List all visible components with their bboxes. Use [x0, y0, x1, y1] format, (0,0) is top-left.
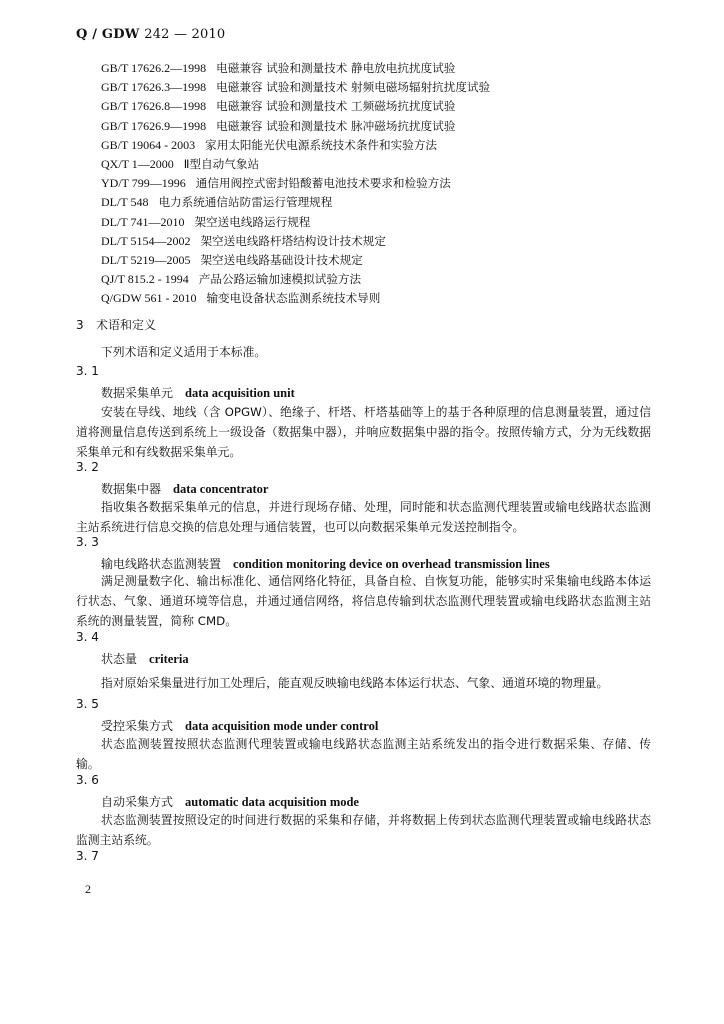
term: [101, 650, 189, 667]
term-zh: 输电线路状态监测装置: [101, 557, 222, 571]
page-number: 2: [85, 882, 91, 896]
section-number: 3: [76, 318, 84, 332]
reference-code: Q/GDW 561 - 2010: [101, 291, 197, 306]
clause-number: 3. 5: [76, 697, 99, 711]
section-heading: [76, 316, 156, 333]
term-en: data concentrator: [173, 482, 269, 496]
reference-title: Ⅱ型自动气象站: [183, 156, 260, 171]
section-title: 术语和定义: [96, 318, 157, 332]
term: [101, 717, 378, 734]
term-zh: 数据集中器: [101, 482, 162, 496]
reference-item: [101, 232, 490, 251]
term-definition: 指收集各数据采集单元的信息，并进行现场存储、处理，同时能和状态监测代理装置或输电线路状态监测主站系统进行信息交换的信息处理与通信装置，也可以向数据采集单元发送控制指令。: [76, 500, 651, 534]
term-zh: 受控采集方式: [101, 719, 174, 733]
reference-item: [101, 193, 490, 212]
reference-code: DL/T 5154—2002: [101, 233, 191, 248]
reference-item: [101, 213, 490, 232]
term: [101, 480, 268, 497]
term-zh: 数据采集单元: [101, 386, 174, 400]
reference-title: 电磁兼容 试验和测量技术 静电放电抗扰度试验: [216, 61, 456, 75]
reference-title: 电磁兼容 试验和测量技术 工频磁场抗扰度试验: [216, 99, 456, 114]
reference-title: 电磁兼容 试验和测量技术 脉冲磁场抗扰度试验: [216, 118, 456, 133]
reference-item: [101, 270, 490, 289]
standard-prefix: Q / GDW: [76, 27, 140, 42]
reference-code: GB/T 19064 - 2003: [101, 137, 196, 152]
term: [101, 793, 359, 810]
section-intro: 下列术语和定义适用于本标准。: [101, 345, 267, 359]
term-definition: 满足测量数字化、输出标准化、通信网络化特征，具备自检、自恢复功能，能够实时采集输电线路本体运行状态、气象、通道环境等信息，并通过通信网络，将信息传输到状态监测代理装置或输电线路状态监测主站系统的测量装置，简称 CMD。: [76, 574, 651, 628]
reference-item: [101, 251, 490, 270]
reference-item: [101, 174, 490, 193]
reference-item: [101, 289, 490, 308]
clause-number: 3. 6: [76, 773, 99, 787]
term-en: data acquisition unit: [185, 386, 295, 400]
reference-title: 架空送电线路基础设计技术规定: [200, 252, 363, 267]
reference-code: GB/T 17626.3—1998: [101, 80, 207, 95]
reference-title: 架空送电线路杆塔结构设计技术规定: [200, 233, 386, 248]
reference-title: 产品公路运输加速模拟试验方法: [198, 272, 362, 287]
reference-item: [101, 97, 490, 116]
term-en: automatic data acquisition mode: [185, 795, 359, 809]
reference-code: QJ/T 815.2 - 1994: [101, 272, 189, 287]
reference-code: GB/T 17626.9—1998: [101, 118, 207, 133]
reference-code: GB/T 17626.8—1998: [101, 99, 207, 114]
clause-number: 3. 7: [76, 849, 99, 863]
reference-title: 家用太阳能光伏电源系统技术条件和实验方法: [205, 137, 438, 152]
clause-number: 3. 2: [76, 460, 99, 474]
term-definition: 安装在导线、地线（含 OPGW）、绝缘子、杆塔、杆塔基础等上的基于各种原理的信息测量装置，通过信道将测量信息传送到系统上一级设备（数据集中器），并响应数据集中器的指令。按照传输方式，分为无线数据采集单元和有线数据采集单元。: [76, 405, 651, 459]
reference-code: GB/T 17626.2—1998: [101, 61, 207, 75]
term-definition: 状态监测装置按照状态监测代理装置或输电线路状态监测主站系统发出的指令进行数据采集、存储、传输。: [76, 737, 651, 771]
reference-code: YD/T 799—1996: [101, 176, 186, 191]
reference-item: [101, 117, 490, 136]
term-zh: 自动采集方式: [101, 795, 174, 809]
page-header: [76, 27, 225, 42]
term-zh: 状态量: [101, 652, 138, 666]
term-en: criteria: [149, 652, 189, 666]
reference-item: [101, 59, 490, 78]
reference-code: DL/T 548: [101, 195, 149, 210]
term: [101, 555, 550, 572]
reference-title: 架空送电线路运行规程: [194, 214, 311, 229]
clause-number: 3. 4: [76, 630, 99, 644]
reference-title: 通信用阀控式密封铅酸蓄电池技术要求和检验方法: [195, 176, 451, 191]
reference-item: [101, 136, 490, 155]
term-definition: 状态监测装置按照设定的时间进行数据的采集和存储，并将数据上传到状态监测代理装置或输电线路状态监测主站系统。: [76, 813, 651, 847]
reference-code: DL/T 5219—2005: [101, 252, 191, 267]
reference-title: 电力系统通信站防雷运行管理规程: [158, 195, 333, 210]
clause-number: 3. 3: [76, 535, 99, 549]
reference-code: DL/T 741—2010: [101, 214, 185, 229]
reference-title: 电磁兼容 试验和测量技术 射频电磁场辐射抗扰度试验: [216, 80, 491, 95]
reference-title: 输变电设备状态监测系统技术导则: [206, 291, 381, 306]
term-en: condition monitoring device on overhead transmission lines: [233, 557, 550, 571]
normative-references-list: [101, 59, 490, 308]
reference-item: [101, 78, 490, 97]
term: [101, 384, 295, 401]
reference-item: [101, 155, 490, 174]
clause-number: 3. 1: [76, 364, 99, 378]
term-en: data acquisition mode under control: [185, 719, 379, 733]
term-definition: 指对原始采集量进行加工处理后，能直观反映输电线路本体运行状态、气象、通道环境的物理量。: [101, 676, 609, 690]
reference-code: QX/T 1—2000: [101, 156, 174, 171]
standard-number: 242 — 2010: [144, 27, 226, 42]
